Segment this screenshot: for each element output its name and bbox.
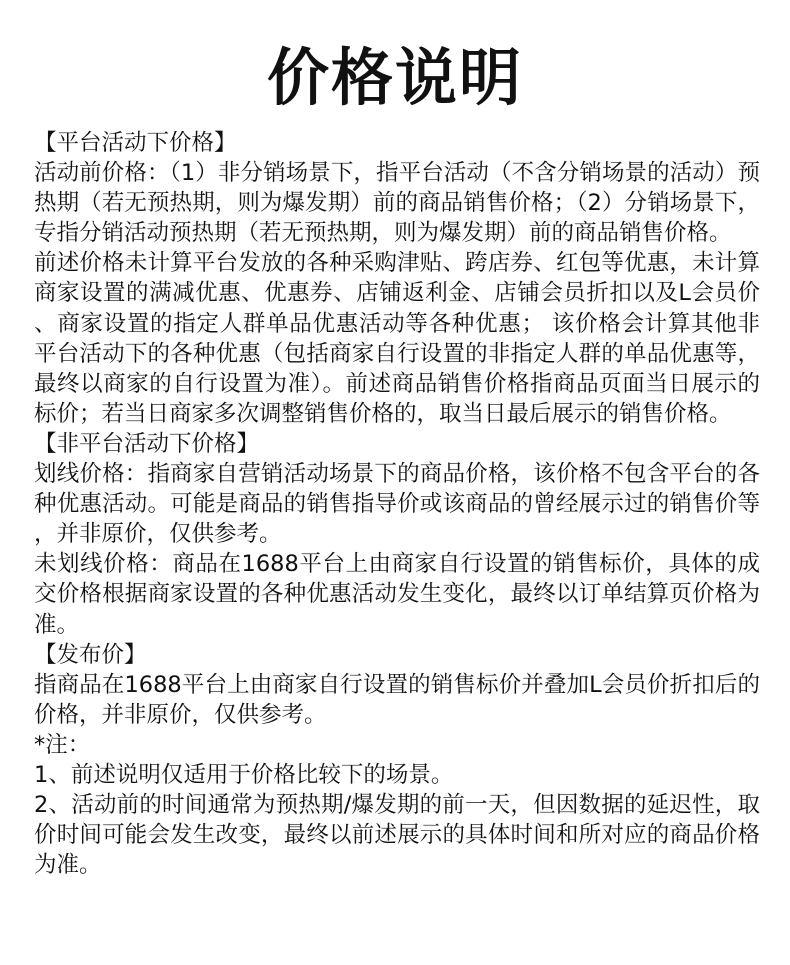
section-heading-release-price: 【发布价】: [34, 641, 147, 668]
pre-activity-price-paragraph: 活动前价格：（1）非分销场景下，指平台活动（不含分销场景的活动）预热期（若无预热期，则为爆发期）前的商品销售价格；（2）分销场景下，专指分销活动预热期（若无预热期，则为爆发期）前的商品销售价格。: [34, 160, 760, 247]
section-heading-non-platform-activity-price: 【非平台活动下价格】: [34, 430, 260, 457]
explanation-body: [34, 128, 760, 880]
note-item-1: 1、前述说明仅适用于价格比较下的场景。: [34, 761, 454, 788]
note-item-2: 2、活动前的时间通常为预热期/爆发期的前一天，但因数据的延迟性，取价时间可能会发生改变，最终以前述展示的具体时间和所对应的商品价格为准。: [34, 792, 760, 879]
section-heading-platform-activity-price: 【平台活动下价格】: [34, 130, 237, 156]
page-title: 价格说明: [266, 41, 523, 114]
release-price-paragraph: 指商品在1688平台上由商家自行设置的销售标价并叠加L会员价折扣后的价格，并非原价，仅供参考。: [34, 671, 760, 728]
price-exclusions-paragraph: 前述价格未计算平台发放的各种采购津贴、跨店券、红包等优惠，未计算商家设置的满减优惠、优惠券、店铺返利金、店铺会员折扣以及L会员价、商家设置的指定人群单品优惠活动等各种优惠； 该价格会计算其他非平台活动下的各种优惠（包括商家自行设置的非指定人群的单品优惠等，最终以商家的自行设置为准）。前述商品销售价格指商品页面当日展示的标价；若当日商家多次调整销售价格的，取当日最后展示的销售价格。: [34, 250, 760, 427]
non-strikethrough-price-paragraph: 未划线价格：商品在1688平台上由商家自行设置的销售标价，具体的成交价格根据商家设置的各种优惠活动发生变化，最终以订单结算页价格为准。: [34, 551, 760, 638]
strikethrough-price-paragraph: 划线价格：指商家自营销活动场景下的商品价格，该价格不包含平台的各种优惠活动。可能是商品的销售指导价或该商品的曾经展示过的销售价等，并非原价，仅供参考。: [34, 461, 760, 548]
note-label: *注：: [34, 731, 91, 758]
